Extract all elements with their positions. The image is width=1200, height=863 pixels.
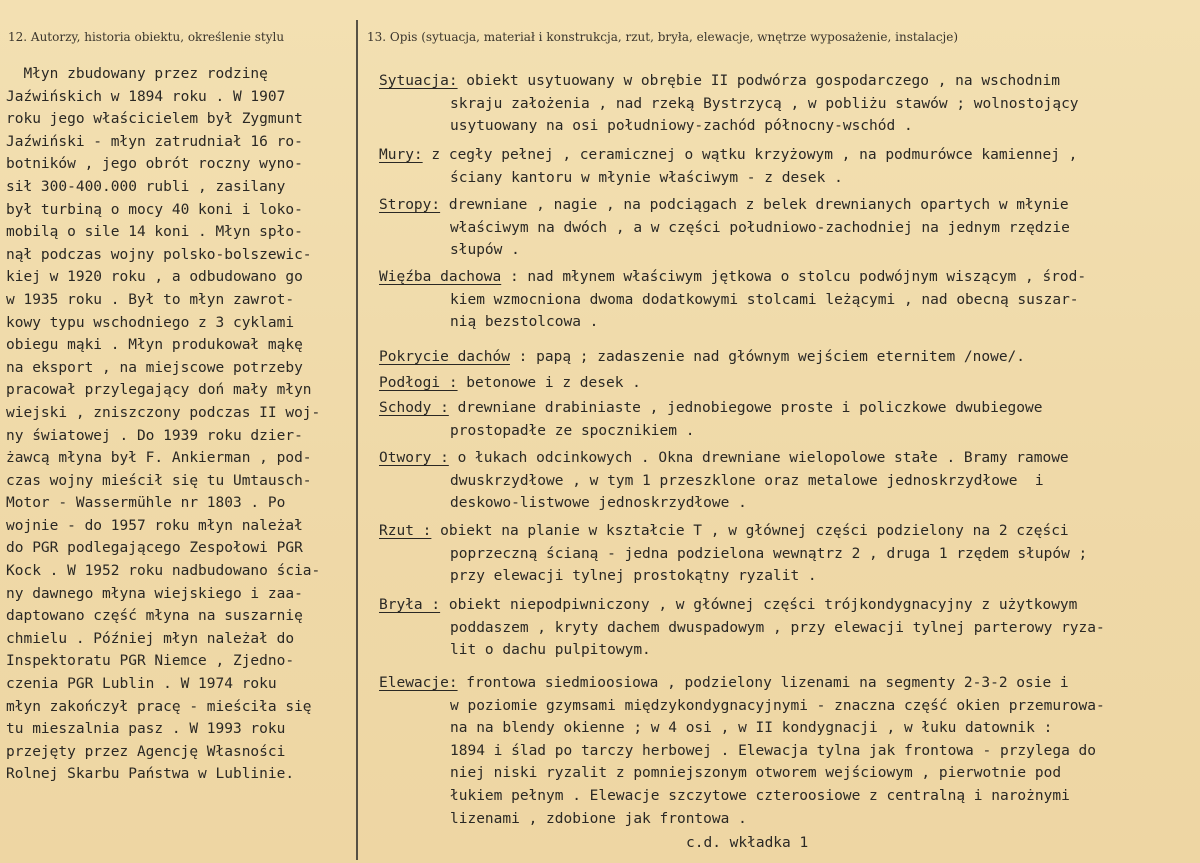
history-line: botników , jego obrót roczny wyno- [6, 156, 303, 173]
history-line: obiegu mąki . Młyn produkował mąkę [6, 337, 303, 354]
entry-text: prostopadłe ze spocznikiem . [450, 422, 695, 439]
entry-first-line [379, 397, 1194, 420]
history-line: Motor - Wassermühle nr 1803 . Po [6, 495, 286, 512]
entry-text: deskowo-listwowe jednoskrzydłowe . [450, 495, 747, 512]
section-12-header: 12. Autorzy, historia obiektu, określenie stylu [8, 30, 285, 44]
entry-label: Bryła : [379, 597, 441, 613]
entry-text: na na blendy okienne ; w 4 osi , w II kondygnacji , w łuku datownik : [450, 720, 1053, 737]
history-text [6, 63, 356, 786]
history-line: czenia PGR Lublin . W 1974 roku [6, 676, 277, 693]
entry-label: Schody : [379, 400, 449, 416]
entry-text: właściwym na dwóch , a w części południowo-zachodniej na jednym rzędzie [450, 219, 1070, 236]
entry-text: skraju założenia , nad rzeką Bystrzycą , w pobliżu stawów ; wolnostojący [450, 95, 1079, 112]
description-entry [379, 266, 1194, 334]
entry-text: : papą ; zadaszenie nad głównym wejściem eternitem /nowe/. [509, 349, 1026, 365]
entry-text: słupów . [450, 242, 520, 259]
entry-line [379, 470, 1194, 493]
entry-text: obiekt usytuowany w obrębie II podwórza gospodarczego , na wschodnim [457, 73, 1060, 89]
description-entry [379, 194, 1194, 262]
entry-text: nią bezstolcowa . [450, 314, 599, 331]
description-entry [379, 346, 1194, 369]
entry-text: w poziomie gzymsami międzykondygnacyjnymi - znaczna część okien przemurowa- [450, 697, 1105, 714]
entry-first-line [379, 520, 1194, 543]
entry-text: poddaszem , kryty dachem dwuspadowym , przy elewacji tylnej parterowy ryza- [450, 619, 1105, 636]
history-line: Kock . W 1952 roku nadbudowano ścia- [6, 563, 321, 580]
history-line: w 1935 roku . Był to młyn zawrot- [6, 291, 295, 308]
entry-text: lizenami , zdobione jak frontowa . [450, 810, 747, 827]
history-line: przejęty przez Agencję Własności [6, 743, 286, 760]
entry-text: poprzeczną ścianą - jedna podzielona wewnątrz 2 , druga 1 rzędem słupów ; [450, 545, 1088, 562]
entry-line [379, 217, 1194, 240]
entry-text: drewniane drabiniaste , jednobiegowe proste i policzkowe dwubiegowe [448, 400, 1043, 416]
history-line: roku jego właścicielem był Zygmunt [6, 111, 303, 128]
description-entry [379, 594, 1194, 662]
entry-text: przy elewacji tylnej prostokątny ryzalit . [450, 568, 817, 585]
entry-first-line [379, 672, 1194, 695]
entry-line [379, 239, 1194, 262]
history-line: młyn zakończył pracę - mieściła się [6, 698, 312, 715]
entry-line [379, 785, 1194, 808]
description-entry [379, 372, 1194, 395]
description-entry [379, 144, 1194, 189]
history-line: Rolnej Skarbu Państwa w Lublinie. [6, 766, 295, 783]
entry-label: Pokrycie dachów [379, 349, 510, 365]
entry-text: obiekt niepodpiwniczony , w głównej części trójkondygnacyjny z użytkowym [440, 597, 1078, 613]
entry-line [379, 740, 1194, 763]
history-line: był turbiną o mocy 40 koni i loko- [6, 201, 303, 218]
history-line: kiej w 1920 roku , a odbudowano go [6, 269, 303, 286]
description-entry [379, 397, 1194, 442]
entry-text: łukiem pełnym . Elewacje szczytowe czteroosiowe z centralną i narożnymi [450, 787, 1070, 804]
entry-line [379, 762, 1194, 785]
history-line: chmielu . Później młyn należał do [6, 630, 295, 647]
entry-line [379, 717, 1194, 740]
entry-first-line [379, 594, 1194, 617]
history-line: nął podczas wojny polsko-bolszewic- [6, 246, 312, 263]
entry-line [379, 115, 1194, 138]
history-line: daptowano część młyna na suszarnię [6, 608, 303, 625]
entry-first-line [379, 266, 1194, 289]
history-line: na eksport , na miejscowe potrzeby [6, 359, 303, 376]
entry-line [379, 492, 1194, 515]
entry-line [379, 543, 1194, 566]
history-line: Inspektoratu PGR Niemce , Zjedno- [6, 653, 295, 670]
entry-line [379, 695, 1194, 718]
history-line: ny światowej . Do 1939 roku dzier- [6, 427, 303, 444]
history-line: sił 300-400.000 rubli , zasilany [6, 178, 286, 195]
entry-text: : nad młynem właściwym jętkowa o stolcu podwójnym wiszącym , środ- [501, 269, 1087, 285]
entry-label: Sytuacja: [379, 73, 458, 89]
entry-label: Mury: [379, 147, 423, 163]
entry-text: obiekt na planie w kształcie T , w głównej części podzielony na 2 części [431, 523, 1069, 539]
history-line: kowy typu wschodniego z 3 cyklami [6, 314, 295, 331]
entry-line [379, 93, 1194, 116]
history-line: do PGR podlegającego Zespołowi PGR [6, 540, 303, 557]
entry-first-line [379, 372, 1194, 395]
entry-text: z cegły pełnej , ceramicznej o wątku krzyżowym , na podmurówce kamiennej , [422, 147, 1078, 163]
history-line: Młyn zbudowany przez rodzinę [6, 66, 268, 82]
entry-text: kiem wzmocniona dwoma dodatkowymi stolcami leżącymi , nad obecną suszar- [450, 291, 1079, 308]
history-line: pracował przylegający doń mały młyn [6, 382, 312, 399]
entry-line [379, 808, 1194, 831]
history-line: wojnie - do 1957 roku młyn należał [6, 517, 303, 534]
description-entry [379, 447, 1194, 515]
entry-first-line [379, 194, 1194, 217]
entry-label: Podłogi : [379, 375, 458, 391]
entry-first-line [379, 144, 1194, 167]
column-divider [356, 20, 358, 860]
entry-label: Elewacje: [379, 675, 458, 691]
entry-line [379, 289, 1194, 312]
section-13-header: 13. Opis (sytuacja, materiał i konstrukcja, rzut, bryła, elewacje, wnętrze wyposażenie, instalacje) [367, 30, 959, 44]
entry-line [379, 420, 1194, 443]
entry-text: frontowa siedmioosiowa , podzielony lizenami na segmenty 2-3-2 osie i [457, 675, 1069, 691]
history-line: Jaźwińskich w 1894 roku . W 1907 [6, 88, 286, 105]
entry-line [379, 639, 1194, 662]
entry-first-line [379, 70, 1194, 93]
entry-text: lit o dachu pulpitowym. [450, 642, 651, 659]
history-line: żawcą młyna był F. Ankierman , pod- [6, 450, 312, 467]
entry-text: usytuowany na osi południowy-zachód północny-wschód . [450, 118, 913, 135]
entry-text: drewniane , nagie , na podciągach z belek drewnianych opartych w młynie [440, 197, 1069, 213]
entry-line [379, 617, 1194, 640]
entry-label: Rzut : [379, 523, 432, 539]
entry-text: o łukach odcinkowych . Okna drewniane wielopolowe stałe . Bramy ramowe [448, 450, 1069, 466]
history-line: czas wojny mieścił się tu Umtausch- [6, 472, 312, 489]
history-line: ny dawnego młyna wiejskiego i zaa- [6, 585, 303, 602]
entry-line [379, 565, 1194, 588]
entry-label: Więźba dachowa [379, 269, 502, 285]
entry-first-line [379, 346, 1194, 369]
entry-text: niej niski ryzalit z pomniejszonym otworem wejściowym , pierwotnie pod [450, 765, 1062, 782]
history-line: Jaźwiński - młyn zatrudniał 16 ro- [6, 133, 303, 150]
entry-line [379, 311, 1194, 334]
entry-text: 1894 i ślad po tarczy herbowej . Elewacja tylna jak frontowa - przylega do [450, 742, 1097, 759]
entry-first-line [379, 447, 1194, 470]
history-line: mobilą o sile 14 koni . Młyn spło- [6, 224, 303, 241]
description-entry [379, 70, 1194, 138]
entry-text: dwuskrzydłowe , w tym 1 przeszklone oraz metalowe jednoskrzydłowe i [450, 472, 1044, 489]
entry-line [379, 167, 1194, 190]
entry-text: ściany kantoru w młynie właściwym - z desek . [450, 169, 843, 186]
entry-label: Stropy: [379, 197, 441, 213]
description-entry [379, 520, 1194, 588]
entry-text: betonowe i z desek . [457, 375, 641, 391]
description-entry [379, 672, 1194, 830]
entry-label: Otwory : [379, 450, 449, 466]
history-line: tu mieszalnia pasz . W 1993 roku [6, 721, 286, 738]
continuation-note: c.d. wkładka 1 [686, 835, 809, 851]
history-line: wiejski , zniszczony podczas II woj- [6, 404, 321, 421]
